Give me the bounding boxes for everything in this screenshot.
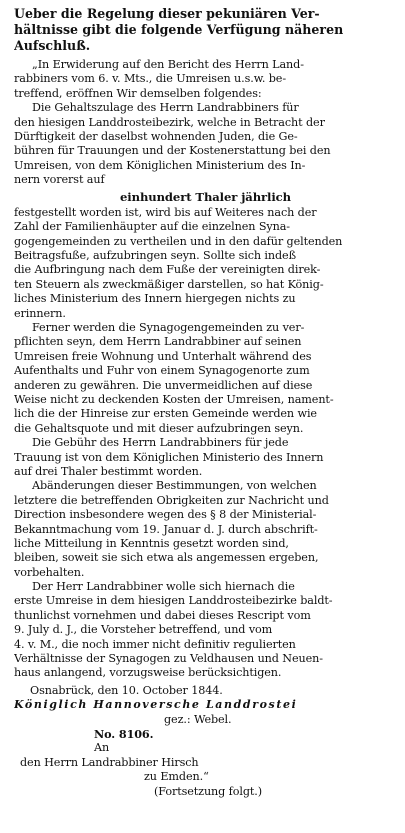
text-line: Ferner werden die Synagogengemeinden zu ver- xyxy=(32,321,305,335)
issuing-authority: Königlich Hannoversche Landdrostei xyxy=(14,698,298,712)
text-line: Die Gehaltszulage des Herrn Landrabbiners für xyxy=(32,101,299,115)
text-line: gogengemeinden zu vertheilen und in den dafür geltenden xyxy=(14,234,343,248)
text-line: Dürftigkeit der daselbst wohnenden Juden, die Ge- xyxy=(14,129,298,143)
heading-line: Ueber die Regelung dieser pekuniären Ver- xyxy=(14,6,320,21)
text-line: 4. v. M., die noch immer nicht definitiv regulierten xyxy=(14,637,296,651)
text-line: Umreisen freie Wohnung und Unterhalt während des xyxy=(14,349,312,363)
section-heading xyxy=(14,6,397,54)
text-line: die Aufbringung nach dem Fuße der vereinigten direk- xyxy=(14,263,321,277)
text-line: Trauung ist von dem Königlichen Ministerio des Innern xyxy=(14,450,324,464)
text-line: auf drei Thaler bestimmt worden. xyxy=(14,464,203,478)
address-line: zu Emden.“ xyxy=(144,770,209,784)
text-line: letztere die betreffenden Obrigkeiten zur Nachricht und xyxy=(14,493,329,507)
text-line: Der Herr Landrabbiner wolle sich hiernach die xyxy=(32,580,295,594)
text-line: erste Umreise in dem hiesigen Landdrosteibezirke baldt- xyxy=(14,594,333,608)
text-line: treffend, eröffnen Wir demselben folgendes: xyxy=(14,86,262,100)
heading-line: hältnisse gibt die folgende Verfügung näheren xyxy=(14,22,344,37)
date-line: Osnabrück, den 10. October 1844. xyxy=(30,683,223,697)
text-line: thunlichst vornehmen und dabei dieses Rescript vom xyxy=(14,608,311,622)
text-line: Zahl der Familienhäupter auf die einzelnen Syna- xyxy=(14,220,290,234)
text-line: Beitragsfuße, aufzubringen seyn. Sollte sich indeß xyxy=(14,249,296,263)
text-line: rabbiners vom 6. v. Mts., die Umreisen u.s.w. be- xyxy=(14,72,287,86)
text-line: den hiesigen Landdrosteibezirk, welche in Betracht der xyxy=(14,115,325,129)
text-line: die Gehaltsquote und mit dieser aufzubringen seyn. xyxy=(14,421,304,435)
text-line: liches Ministerium des Innern hiergegen nichts zu xyxy=(14,292,296,306)
text-line: pflichten seyn, dem Herrn Landrabbiner auf seinen xyxy=(14,335,302,349)
text-line: Umreisen, von dem Königlichen Ministerium des In- xyxy=(14,158,306,172)
heading-line: Aufschluß. xyxy=(14,38,91,53)
text-line: ten Steuern als zweckmäßiger darstellen, so hat König- xyxy=(14,277,324,291)
decree-paragraph-2 xyxy=(14,206,397,681)
decree-paragraph-1 xyxy=(14,58,397,188)
address-line: An xyxy=(94,741,110,755)
text-line: Bekanntmachung vom 19. Januar d. J. durch abschrift- xyxy=(14,522,318,536)
text-line: Aufenthalts und Fuhr von einem Synagogenorte zum xyxy=(14,364,310,378)
text-line: vorbehalten. xyxy=(14,565,85,579)
text-line: Direction insbesondere wegen des § 8 der Ministerial- xyxy=(14,508,317,522)
address-line: den Herrn Landrabbiner Hirsch xyxy=(20,755,199,769)
text-line: anderen zu gewähren. Die unvermeidlichen auf diese xyxy=(14,378,313,392)
text-line: haus anlangend, vorzugsweise berücksichtigen. xyxy=(14,666,282,680)
text-line: erinnern. xyxy=(14,306,66,320)
text-line: Verhältnisse der Synagogen zu Veldhausen und Neuen- xyxy=(14,652,323,666)
text-line: bleiben, soweit sie sich etwa als angemessen ergeben, xyxy=(14,551,319,565)
text-line: lich die der Hinreise zur ersten Gemeinde werden wie xyxy=(14,407,317,421)
document-number: No. 8106. xyxy=(94,726,154,741)
text-line: liche Mitteilung in Kenntnis gesetzt worden sind, xyxy=(14,536,289,550)
amount-line: einhundert Thaler jährlich xyxy=(120,189,291,204)
text-line: festgestellt worden ist, wird bis auf Weiteres nach der xyxy=(14,205,317,219)
continuation-note: (Fortsetzung folgt.) xyxy=(154,784,263,798)
signature-line: gez.: Webel. xyxy=(164,712,232,726)
text-line: Weise nicht zu deckenden Kosten der Umreisen, nament- xyxy=(14,392,334,406)
text-line: 9. July d. J., die Vorsteher betreffend, und vom xyxy=(14,623,273,637)
text-line: Die Gebühr des Herrn Landrabbiners für jede xyxy=(32,436,289,450)
text-line: nern vorerst auf xyxy=(14,173,105,187)
text-line: „In Erwiderung auf den Bericht des Herrn Land- xyxy=(32,58,304,71)
text-line: Abänderungen dieser Bestimmungen, von welchen xyxy=(32,479,317,493)
text-line: bühren für Trauungen und der Kostenerstattung bei den xyxy=(14,144,331,158)
